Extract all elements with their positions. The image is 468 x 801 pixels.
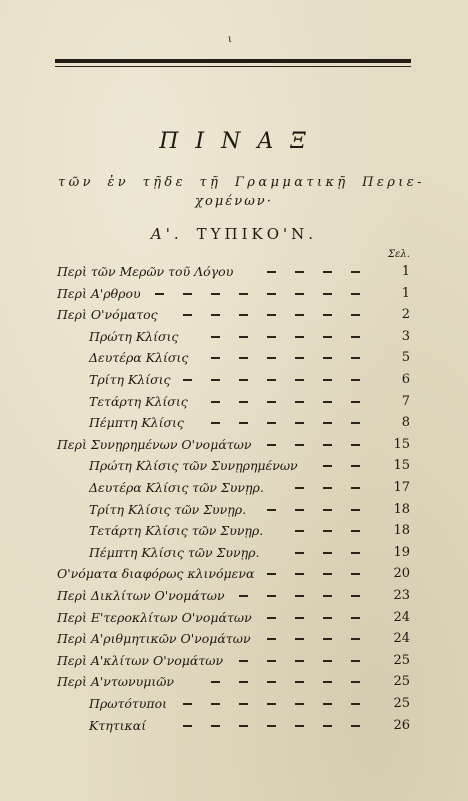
toc-entry-title: Κτητικαί — [89, 717, 147, 733]
leader-dash — [351, 703, 360, 705]
leader-dash — [295, 552, 304, 554]
page-title: ΠΙΝΑΞ — [159, 129, 323, 154]
leader-dash — [351, 293, 360, 295]
leader-dash — [211, 725, 220, 727]
leader-dash — [183, 314, 192, 316]
leader-dash — [295, 509, 304, 511]
leader-dash — [211, 401, 220, 403]
toc-entry — [0, 435, 468, 455]
leader-dash — [351, 660, 360, 662]
leader-dash — [351, 573, 360, 575]
toc-entry-title: Περὶ Ο'νόματος — [57, 307, 158, 323]
leader-dash — [267, 379, 276, 381]
toc-entry-title: Δευτέρα Κλίσις τῶν Συνῃρ. — [89, 480, 264, 495]
leader-dash — [239, 660, 248, 662]
toc-entry — [0, 543, 468, 563]
toc-entry-title: Περὶ Α'ντωνυμιῶν — [57, 674, 175, 690]
leader-dash — [295, 595, 304, 597]
toc-entry — [0, 327, 468, 347]
leader-dash — [239, 703, 248, 705]
leader-dash — [323, 465, 332, 467]
leader-dash — [323, 509, 332, 511]
toc-entry-page: 15 — [393, 458, 410, 474]
toc-entry-page: 24 — [393, 609, 410, 625]
leader-dash — [211, 293, 220, 295]
toc-entry — [0, 370, 468, 390]
toc-entry-page: 23 — [393, 588, 410, 603]
leader-dash — [351, 357, 360, 359]
leader-dash — [351, 638, 360, 640]
leader-dash — [239, 357, 248, 359]
leader-dash — [211, 681, 220, 683]
toc-entry-page: 3 — [401, 328, 410, 344]
leader-dash — [351, 595, 360, 597]
leader-dash — [267, 271, 276, 273]
leader-dash — [267, 444, 276, 446]
toc-entry-page: 26 — [393, 717, 410, 733]
leader-dash — [267, 725, 276, 727]
leader-dash — [351, 314, 360, 316]
leader-dash — [323, 422, 332, 424]
leader-dash — [183, 725, 192, 727]
leader-dash — [211, 703, 220, 705]
toc-entry-title: Πρώτη Κλίσις τῶν Συνῃρημένων — [89, 458, 298, 474]
toc-entry — [0, 262, 468, 282]
toc-entry — [0, 500, 468, 520]
toc-entry-title: Τετάρτη Κλίσις — [89, 393, 188, 409]
leader-dash — [267, 573, 276, 575]
leader-dash — [295, 530, 304, 532]
subtitle-line-2: χομένων· — [195, 194, 273, 209]
toc-entry-page: 24 — [393, 631, 410, 647]
toc-entry-page: 1 — [401, 285, 410, 301]
leader-dash — [239, 293, 248, 295]
leader-dash — [239, 422, 248, 424]
toc-entry-page: 25 — [393, 696, 410, 711]
leader-dash — [351, 401, 360, 403]
leader-dash — [267, 681, 276, 683]
leader-dash — [323, 293, 332, 295]
section-name: ΤΥΠΙΚΟ'Ν. — [196, 225, 318, 243]
toc-entry — [0, 716, 468, 736]
leader-dash — [295, 638, 304, 640]
leader-dash — [211, 379, 220, 381]
leader-dash — [323, 357, 332, 359]
toc-entry-title: Περὶ τῶν Μερῶν τοῦ Λόγου — [57, 264, 234, 279]
toc-entry-page: 18 — [393, 523, 410, 539]
leader-dash — [211, 422, 220, 424]
toc-entry — [0, 608, 468, 628]
toc-entry-page: 25 — [393, 652, 410, 668]
toc-entry — [0, 521, 468, 541]
leader-dash — [239, 314, 248, 316]
leader-dash — [239, 725, 248, 727]
leader-dash — [155, 293, 164, 295]
leader-dash — [351, 552, 360, 554]
leader-dash — [351, 725, 360, 727]
leader-dash — [267, 617, 276, 619]
toc-entry-title: Περὶ Δικλίτων Ο'νομάτων — [57, 588, 225, 603]
leader-dash — [323, 314, 332, 316]
toc-entry — [0, 348, 468, 368]
toc-entry-page: 18 — [393, 501, 410, 517]
leader-dash — [183, 379, 192, 381]
leader-dash — [267, 703, 276, 705]
leader-dash — [267, 422, 276, 424]
toc-entry-title: Ο'νόματα διαφόρως κλινόμενα — [57, 566, 255, 582]
leader-dash — [239, 681, 248, 683]
toc-entry-page: 19 — [393, 544, 410, 560]
leader-dash — [323, 336, 332, 338]
leader-dash — [267, 660, 276, 662]
leader-dash — [351, 336, 360, 338]
toc-entry — [0, 478, 468, 498]
leader-dash — [295, 487, 304, 489]
toc-entry-page: 8 — [401, 415, 410, 431]
toc-entry — [0, 586, 468, 606]
toc-entry-page: 7 — [401, 393, 410, 409]
toc-entry — [0, 413, 468, 433]
toc-entry — [0, 672, 468, 692]
toc-entry-title: Πρώτη Κλίσις — [89, 328, 179, 344]
leader-dash — [323, 487, 332, 489]
toc-entry-title: Περὶ Ε'τεροκλίτων Ο'νομάτων — [57, 609, 252, 625]
toc-entry — [0, 284, 468, 304]
toc-entry — [0, 651, 468, 671]
leader-dash — [295, 271, 304, 273]
leader-dash — [351, 379, 360, 381]
toc-entry-title: Τετάρτη Κλίσις τῶν Συνῃρ. — [89, 523, 264, 539]
leader-dash — [351, 617, 360, 619]
leader-dash — [323, 530, 332, 532]
toc-entry — [0, 564, 468, 584]
toc-entry-page: 25 — [393, 674, 410, 690]
toc-entry — [0, 456, 468, 476]
toc-entry-page: 15 — [393, 436, 410, 452]
leader-dash — [351, 465, 360, 467]
leader-dash — [295, 725, 304, 727]
leader-dash — [351, 444, 360, 446]
leader-dash — [323, 725, 332, 727]
page-column-label: Σελ. — [388, 249, 410, 260]
section-number: Α'. — [150, 225, 183, 243]
leader-dash — [267, 401, 276, 403]
toc-entry — [0, 305, 468, 325]
leader-dash — [323, 617, 332, 619]
leader-dash — [267, 509, 276, 511]
leader-dash — [183, 703, 192, 705]
toc-entry-title: Περὶ Συνῃρημένων Ο'νομάτων — [57, 436, 252, 452]
leader-dash — [295, 422, 304, 424]
toc-entry-page: 17 — [393, 480, 410, 495]
toc-entry-title: Περὶ Α'ρθρου — [57, 285, 141, 301]
toc-entry — [0, 694, 468, 714]
toc-entry — [0, 392, 468, 412]
leader-dash — [211, 314, 220, 316]
leader-dash — [239, 401, 248, 403]
toc-entry-title: Πέμπτη Κλίσις τῶν Συνῃρ. — [89, 544, 260, 560]
leader-dash — [323, 638, 332, 640]
leader-dash — [323, 271, 332, 273]
leader-dash — [351, 271, 360, 273]
toc-entry-page: 6 — [401, 372, 410, 387]
leader-dash — [239, 336, 248, 338]
toc-entry-title: Πέμπτη Κλίσις — [89, 415, 184, 431]
leader-dash — [267, 357, 276, 359]
toc-entry-title: Δευτέρα Κλίσις — [89, 350, 189, 366]
subtitle-line-1: τῶν ἐν τῇδε τῇ Γραμματικῇ Περιε- — [58, 175, 425, 190]
leader-dash — [295, 401, 304, 403]
leader-dash — [323, 573, 332, 575]
leader-dash — [295, 573, 304, 575]
leader-dash — [323, 703, 332, 705]
leader-dash — [211, 357, 220, 359]
toc-entry-title: Τρίτη Κλίσις — [89, 372, 171, 387]
leader-dash — [295, 293, 304, 295]
toc-entry-title: Περὶ Α'κλίτων Ο'νομάτων — [57, 652, 224, 668]
leader-dash — [239, 595, 248, 597]
leader-dash — [351, 509, 360, 511]
signature-mark: ι — [228, 34, 232, 45]
leader-dash — [239, 379, 248, 381]
leader-dash — [323, 401, 332, 403]
toc-entry — [0, 629, 468, 649]
leader-dash — [267, 293, 276, 295]
leader-dash — [211, 336, 220, 338]
toc-entry-page: 20 — [393, 566, 410, 582]
leader-dash — [295, 660, 304, 662]
leader-dash — [267, 638, 276, 640]
leader-dash — [323, 444, 332, 446]
leader-dash — [267, 314, 276, 316]
leader-dash — [351, 681, 360, 683]
toc-entry-page: 1 — [401, 264, 410, 279]
leader-dash — [323, 681, 332, 683]
leader-dash — [323, 660, 332, 662]
toc-entry-title: Περὶ Α'ριθμητικῶν Ο'νομάτων — [57, 631, 251, 647]
leader-dash — [183, 293, 192, 295]
leader-dash — [323, 595, 332, 597]
leader-dash — [351, 530, 360, 532]
leader-dash — [323, 379, 332, 381]
leader-dash — [351, 422, 360, 424]
leader-dash — [295, 444, 304, 446]
leader-dash — [295, 681, 304, 683]
leader-dash — [295, 314, 304, 316]
leader-dash — [267, 595, 276, 597]
toc-entry-page: 5 — [401, 350, 410, 366]
leader-dash — [295, 379, 304, 381]
leader-dash — [323, 552, 332, 554]
leader-dash — [295, 336, 304, 338]
leader-dash — [295, 357, 304, 359]
toc-entry-title: Πρωτότυποι — [89, 696, 168, 711]
leader-dash — [295, 703, 304, 705]
toc-entry-title: Τρίτη Κλίσις τῶν Συνῃρ. — [89, 501, 247, 517]
leader-dash — [267, 336, 276, 338]
leader-dash — [351, 487, 360, 489]
leader-dash — [295, 617, 304, 619]
toc-entry-page: 2 — [401, 307, 410, 323]
